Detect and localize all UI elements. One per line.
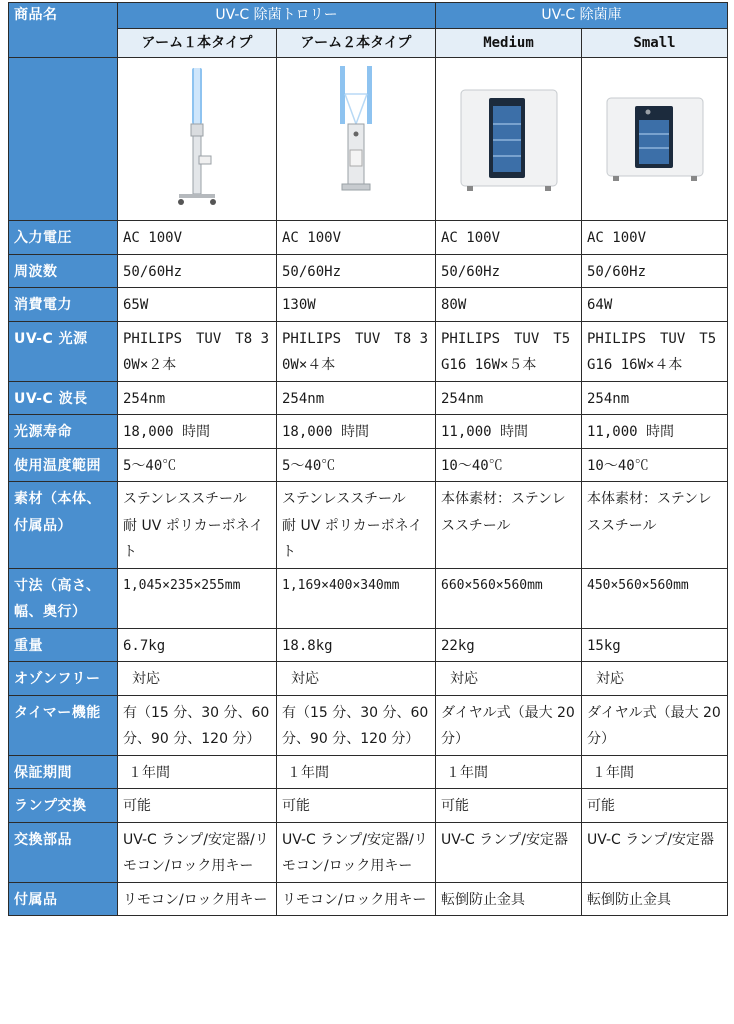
cell: AC 100V [118, 221, 277, 255]
cell: 1,169×400×340mm [277, 568, 436, 628]
cell: 18,000 時間 [118, 415, 277, 449]
cell: 80W [436, 288, 582, 322]
cell: AC 100V [436, 221, 582, 255]
spec-row [9, 254, 728, 288]
cell: 本体素材：ステンレススチール [436, 482, 582, 569]
cell: 10～40℃ [582, 448, 728, 482]
spec-row [9, 662, 728, 696]
cell: AC 100V [277, 221, 436, 255]
cell: １年間 [436, 755, 582, 789]
row-label: タイマー機能 [9, 695, 118, 755]
cell: 有（15 分、30 分、60 分、90 分、120 分） [277, 695, 436, 755]
cell: １年間 [118, 755, 277, 789]
cell: 6.7kg [118, 628, 277, 662]
cell: 可能 [277, 789, 436, 823]
uv-cabinet-small-photo [605, 94, 705, 184]
cell: 本体素材：ステンレススチール [582, 482, 728, 569]
cell: 660×560×560mm [436, 568, 582, 628]
row-label: 付属品 [9, 882, 118, 916]
cell: 可能 [582, 789, 728, 823]
product-image-cell [277, 58, 436, 221]
cell: 対応 [582, 662, 728, 696]
row-label: 保証期間 [9, 755, 118, 789]
spec-row [9, 789, 728, 823]
model-name: アーム２本タイプ [277, 29, 436, 58]
cell: １年間 [277, 755, 436, 789]
cell: 254nm [277, 381, 436, 415]
cell: 11,000 時間 [582, 415, 728, 449]
cell: PHILIPS TUV T8 30W×４本 [277, 321, 436, 381]
cell: 254nm [582, 381, 728, 415]
cell: ステンレススチール 耐 UV ポリカーボネイト [118, 482, 277, 569]
row-label: 消費電力 [9, 288, 118, 322]
row-label: 重量 [9, 628, 118, 662]
row-label: UV-C 光源 [9, 321, 118, 381]
row-label: UV-C 波長 [9, 381, 118, 415]
cell: PHILIPS TUV T5 G16 16W×５本 [436, 321, 582, 381]
spec-row [9, 755, 728, 789]
uv-trolley-two-arm-photo [326, 64, 386, 214]
cell: UV-C ランプ/安定器 [582, 822, 728, 882]
row-label: 寸法（高さ、幅、奥行） [9, 568, 118, 628]
cell: 対応 [277, 662, 436, 696]
group-cabinet: UV-C 除菌庫 [436, 3, 728, 29]
cell: PHILIPS TUV T8 30W×２本 [118, 321, 277, 381]
cell: ダイヤル式（最大 20 分） [582, 695, 728, 755]
cell: 50/60Hz [582, 254, 728, 288]
product-image-cell [436, 58, 582, 221]
group-trolley: UV-C 除菌トロリー [118, 3, 436, 29]
cell: 64W [582, 288, 728, 322]
spec-row [9, 822, 728, 882]
cell: 254nm [118, 381, 277, 415]
cell: 18.8kg [277, 628, 436, 662]
cell: 転倒防止金具 [436, 882, 582, 916]
cell: 対応 [436, 662, 582, 696]
uv-cabinet-medium-photo [459, 84, 559, 194]
row-label: ランプ交換 [9, 789, 118, 823]
cell: 22kg [436, 628, 582, 662]
cell: 有（15 分、30 分、60 分、90 分、120 分） [118, 695, 277, 755]
cell: UV-C ランプ/安定器/リモコン/ロック用キー [277, 822, 436, 882]
model-name: Medium [436, 29, 582, 58]
row-label: 周波数 [9, 254, 118, 288]
spec-row [9, 695, 728, 755]
row-label: 使用温度範囲 [9, 448, 118, 482]
row-label: 素材（本体、付属品） [9, 482, 118, 569]
cell: 5～40℃ [277, 448, 436, 482]
cell: 15kg [582, 628, 728, 662]
cell: リモコン/ロック用キー [118, 882, 277, 916]
uv-trolley-one-arm-photo [167, 64, 227, 214]
cell: リモコン/ロック用キー [277, 882, 436, 916]
cell: PHILIPS TUV T5 G16 16W×４本 [582, 321, 728, 381]
cell: ダイヤル式（最大 20 分） [436, 695, 582, 755]
spec-row [9, 381, 728, 415]
header-row [9, 3, 728, 29]
row-label: 交換部品 [9, 822, 118, 882]
spec-row [9, 448, 728, 482]
spec-row [9, 882, 728, 916]
spec-row [9, 628, 728, 662]
cell: 10～40℃ [436, 448, 582, 482]
cell: UV-C ランプ/安定器 [436, 822, 582, 882]
spec-row [9, 568, 728, 628]
model-name: Small [582, 29, 728, 58]
cell: １年間 [582, 755, 728, 789]
spec-row [9, 221, 728, 255]
cell: ステンレススチール 耐 UV ポリカーボネイト [277, 482, 436, 569]
image-row [9, 58, 728, 221]
cell: 18,000 時間 [277, 415, 436, 449]
product-name-label: 商品名 [9, 3, 118, 58]
image-row-label [9, 58, 118, 221]
cell: 1,045×235×255mm [118, 568, 277, 628]
spec-row [9, 415, 728, 449]
cell: 可能 [436, 789, 582, 823]
cell: 5～40℃ [118, 448, 277, 482]
cell: 転倒防止金具 [582, 882, 728, 916]
spec-row [9, 321, 728, 381]
cell: 450×560×560mm [582, 568, 728, 628]
model-name: アーム１本タイプ [118, 29, 277, 58]
cell: 130W [277, 288, 436, 322]
cell: 11,000 時間 [436, 415, 582, 449]
cell: 対応 [118, 662, 277, 696]
row-label: 入力電圧 [9, 221, 118, 255]
cell: 50/60Hz [118, 254, 277, 288]
cell: 254nm [436, 381, 582, 415]
cell: 65W [118, 288, 277, 322]
cell: 可能 [118, 789, 277, 823]
cell: 50/60Hz [277, 254, 436, 288]
cell: 50/60Hz [436, 254, 582, 288]
cell: UV-C ランプ/安定器/リモコン/ロック用キー [118, 822, 277, 882]
row-label: 光源寿命 [9, 415, 118, 449]
spec-row [9, 288, 728, 322]
cell: AC 100V [582, 221, 728, 255]
row-label: オゾンフリー [9, 662, 118, 696]
spec-table [8, 2, 728, 916]
product-image-cell [118, 58, 277, 221]
product-image-cell [582, 58, 728, 221]
spec-row [9, 482, 728, 569]
